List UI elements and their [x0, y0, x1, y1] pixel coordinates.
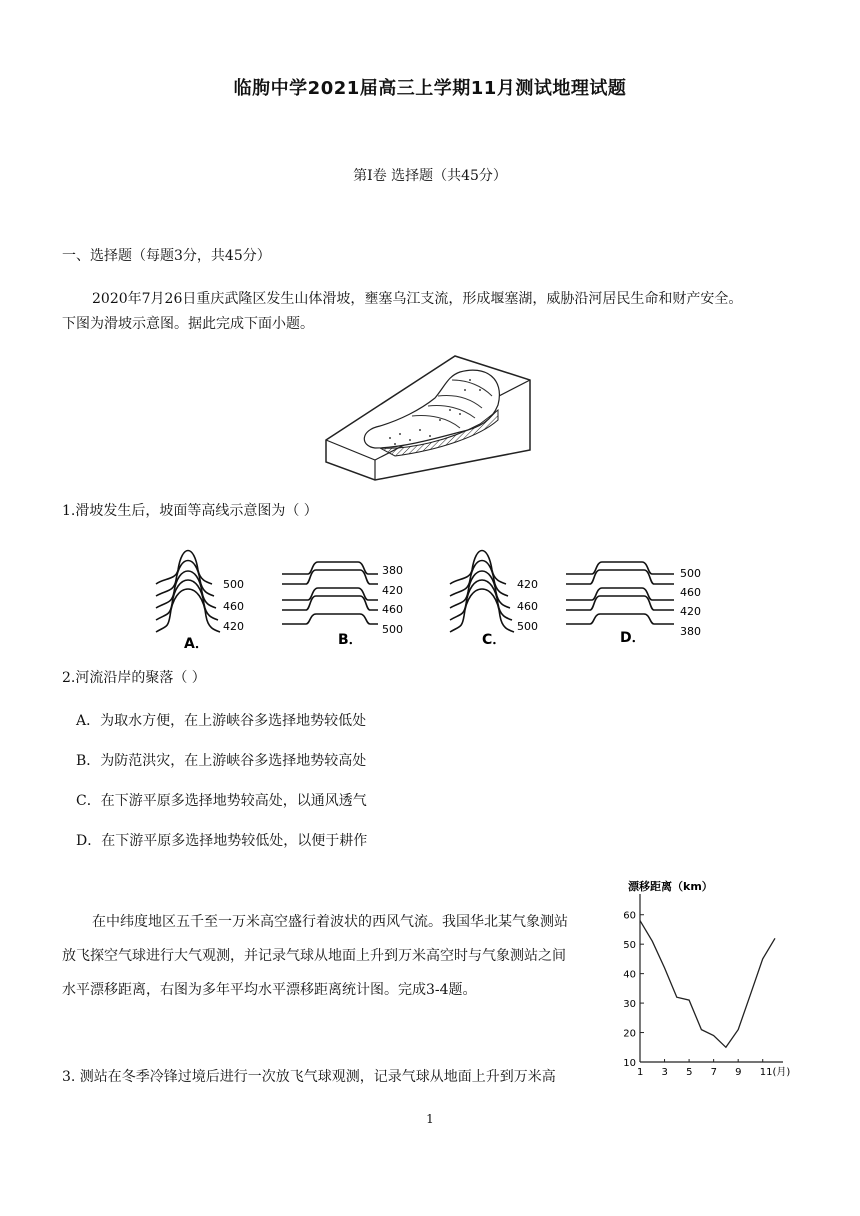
contour-c-label-1: 420: [517, 578, 538, 591]
chart-ytick-label: 60: [623, 910, 636, 922]
contour-c-label-2: 460: [517, 600, 538, 613]
contour-d-label-4: 380: [680, 625, 701, 638]
contour-d-letter: D．: [620, 630, 646, 646]
intro-2-line1: 在中纬度地区五千至一万米高空盛行着波状的西风气流。我国华北某气象测站: [92, 914, 568, 930]
contour-b-letter: B．: [338, 632, 363, 648]
intro-2-line3: 水平漂移距离，右图为多年平均水平漂移距离统计图。完成3-4题。: [62, 982, 477, 998]
chart-xtick-label: 11(月): [759, 1067, 791, 1078]
contour-d-label-3: 420: [680, 605, 701, 618]
contour-b-label-2: 420: [382, 584, 403, 597]
chart-axes: [640, 894, 783, 1062]
contour-d-label-2: 460: [680, 586, 701, 599]
contour-a-label-1: 500: [223, 578, 244, 591]
contour-d-label-1: 500: [680, 567, 701, 580]
contour-b-label-1: 380: [382, 564, 403, 577]
page-title: 临朐中学2021届高三上学期11月测试地理试题: [233, 78, 627, 99]
chart-xtick-label: 5: [686, 1067, 693, 1078]
chart-series-line: [640, 921, 775, 1048]
chart-xtick-label: 7: [710, 1067, 718, 1078]
chart-ytick-label: 40: [623, 969, 636, 981]
q2-option-d: D．在下游平原多选择地势较低处，以便于耕作: [76, 833, 368, 849]
contour-option-a: [148, 540, 258, 652]
contour-a-letter: A．: [184, 636, 209, 652]
chart-ytick-label: 20: [623, 1028, 636, 1040]
landslide-diagram: [320, 350, 540, 485]
intro-2-line2: 放飞探空气球进行大气观测，并记录气球从地面上升到万米高空时与气象测站之间: [62, 948, 566, 964]
q2-option-c: C．在下游平原多选择地势较高处，以通风透气: [76, 793, 367, 809]
contour-option-b: [278, 540, 408, 652]
chart-xtick-label: 1: [637, 1067, 644, 1078]
intro-1-line2: 下图为滑坡示意图。据此完成下面小题。: [62, 316, 314, 332]
q2-option-b: B．为防范洪灾，在上游峡谷多选择地势较高处: [76, 753, 367, 769]
contour-c-label-3: 500: [517, 620, 538, 633]
chart-xtick-label: 9: [735, 1067, 742, 1078]
chart-yticks: [623, 911, 644, 1069]
section-heading: 第Ⅰ卷 选择题（共45分）: [353, 168, 507, 184]
contour-b-label-3: 460: [382, 603, 403, 616]
q2-option-a: A．为取水方便，在上游峡谷多选择地势较低处: [76, 713, 367, 729]
intro-1-line1: 2020年7月26日重庆武隆区发生山体滑坡，壅塞乌江支流，形成堰塞湖，威胁沿河居民生命和财产安全。: [92, 291, 743, 307]
drift-distance-chart: [610, 874, 800, 1084]
contour-option-d: [562, 540, 712, 652]
chart-ytick-label: 10: [623, 1058, 636, 1069]
contour-a-label-3: 420: [223, 620, 244, 633]
question-3-start: 3. 测站在冬季冷锋过境后进行一次放飞气球观测，记录气球从地面上升到万米高: [62, 1069, 556, 1085]
chart-ylabel: 漂移距离（km）: [628, 880, 713, 893]
contour-b-label-4: 500: [382, 623, 403, 636]
contour-a-label-2: 460: [223, 600, 244, 613]
contour-c-letter: C．: [482, 632, 507, 648]
question-1: 1.滑坡发生后，坡面等高线示意图为（ ）: [62, 503, 318, 519]
contour-option-c: [442, 540, 552, 652]
question-2: 2.河流沿岸的聚落（ ）: [62, 670, 206, 686]
chart-ytick-label: 30: [623, 999, 636, 1011]
chart-xtick-label: 3: [661, 1067, 668, 1078]
page-number: 1: [426, 1112, 434, 1126]
chart-ytick-label: 50: [623, 940, 636, 952]
part-heading: 一、选择题（每题3分，共45分）: [62, 248, 271, 264]
